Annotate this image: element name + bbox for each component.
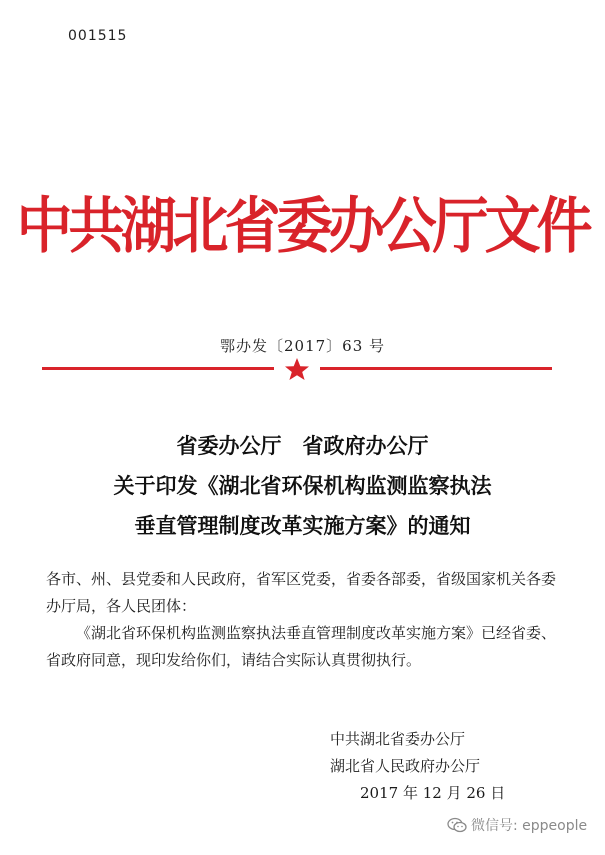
title-line-2: 关于印发《湖北省环保机构监测监察执法 xyxy=(113,473,492,498)
divider-line-right xyxy=(320,367,552,370)
title-line-3: 垂直管理制度改革实施方案》的通知 xyxy=(134,513,471,538)
red-masthead: 中共湖北省委办公厅文件 xyxy=(16,191,589,262)
issuer-government-office: 湖北省人民政府办公厅 xyxy=(330,757,481,775)
watermark-text: 微信号: eppeople xyxy=(471,818,588,834)
star-icon xyxy=(285,358,309,380)
issue-date: 2017 年 12 月 26 日 xyxy=(360,784,506,802)
serial-number: 001515 xyxy=(68,28,128,44)
issuer-party-office: 中共湖北省委办公厅 xyxy=(330,730,466,748)
wechat-icon xyxy=(447,817,467,833)
addressees: 各市、州、县党委和人民政府，省军区党委，省委各部委，省级国家机关各委办厅局，各人民团体： xyxy=(46,570,557,615)
red-divider-with-star xyxy=(42,357,552,381)
title-line-1: 省委办公厅 省政府办公厅 xyxy=(176,433,429,458)
body-paragraph: 《湖北省环保机构监测监察执法垂直管理制度改革实施方案》已经省委、省政府同意，现印发给你们，请结合实际认真贯彻执行。 xyxy=(46,624,557,669)
document-title xyxy=(0,426,605,546)
wechat-watermark xyxy=(447,815,587,835)
document-body xyxy=(46,566,564,674)
divider-line-left xyxy=(42,367,274,370)
document-number: 鄂办发〔2017〕63 号 xyxy=(219,337,386,355)
signature-block xyxy=(330,726,505,807)
